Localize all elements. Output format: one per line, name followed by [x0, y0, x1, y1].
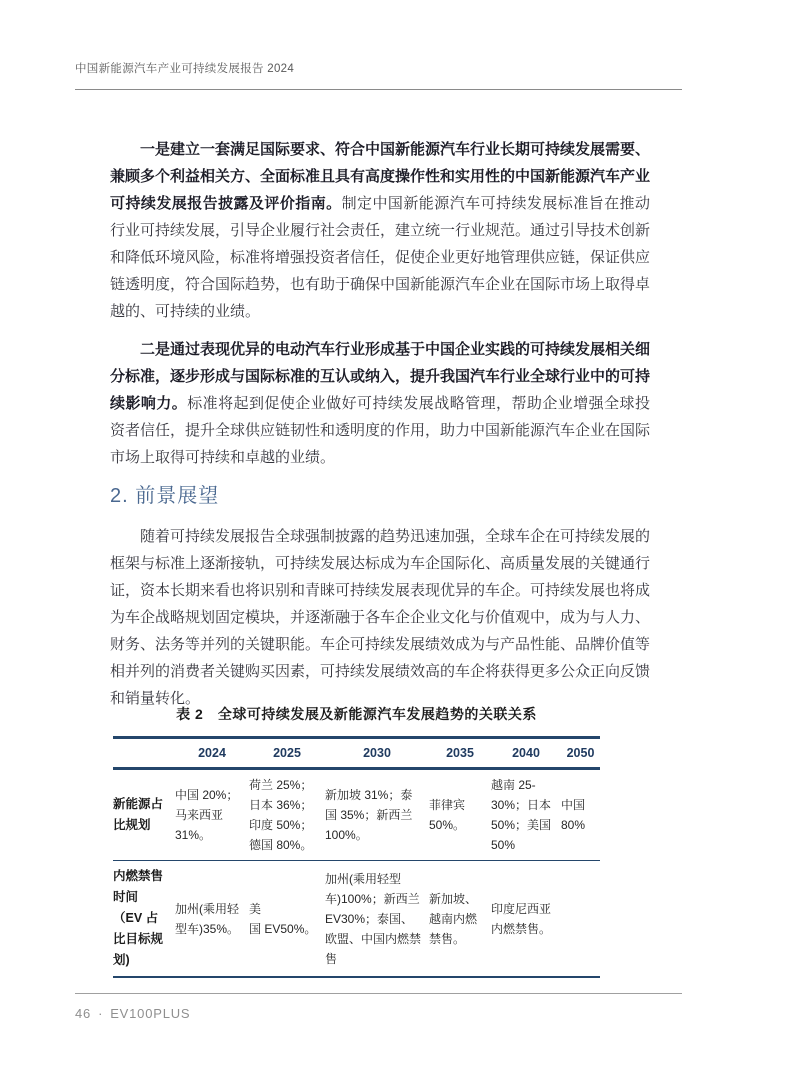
paragraph-two-text: 标准将起到促使企业做好可持续发展战略管理，帮助企业增强全球投资者信任，提升全球供应链韧性和透明度的作用，助力中国新能源汽车企业在国际市场上取得可持续和卓越的业绩。: [110, 395, 651, 466]
table-cell: 菲律宾 50%。: [429, 769, 491, 861]
trend-table-section: [113, 706, 600, 978]
paragraph-one: [110, 136, 650, 325]
table-cell: 越南 25-30%；日本 50%；美国 50%: [491, 769, 561, 861]
col-header-2024: 2024: [175, 738, 249, 769]
table-cell: 美国 EV50%。: [249, 901, 317, 936]
col-header-2035: 2035: [429, 738, 491, 769]
table-cell: 加州(乘用轻型车)35%。: [175, 901, 240, 936]
row-label: 新能源占比规划: [113, 769, 175, 861]
table-cell: [561, 861, 600, 978]
paragraph-one-text: 制定中国新能源汽车可持续发展标准旨在推动行业可持续发展，引导企业履行社会责任，建立统一行业规范。通过引导技术创新和降低环境风险，标准将增强投资者信任，促使企业更好地管理供应链，保证供应链透明度，符合国际趋势，也有助于确保中国新能源汽车企业在国际市场上取得卓越的、可持续的业绩。: [110, 195, 651, 320]
table-row-ice-ban: [113, 861, 600, 978]
paragraph-outlook: 随着可持续发展报告全球强制披露的趋势迅速加强，全球车企在可持续发展的框架与标准上逐渐接轨，可持续发展达标成为车企国际化、高质量发展的关键通行证，资本长期来看也将识别和青睐可持续发展表现优异的车企。可持续发展也将成为车企战略规划固定模块，并逐渐融于各车企企业文化与价值观中，成为与人力、财务、法务等并列的关键职能。车企可持续发展绩效成为与产品性能、品牌价值等相并列的消费者关键购买因素，可持续发展绩效高的车企将获得更多公众正向反馈和销量转化。: [110, 528, 651, 707]
table-cell: 新加坡、越南内燃禁售。: [429, 891, 478, 946]
page-number: 46: [75, 1006, 92, 1021]
table-row-nev-share: [113, 769, 600, 861]
footer-rule: [75, 993, 682, 994]
paragraph-one-lead: 一是建立一套满足国际要求、符合中国新能源汽车行业长期可持续发展需要、兼顾多个利益相关方、全面标准且具有高度操作性和实用性的中国新能源汽车产业可持续发展报告披露及评价指南。: [110, 141, 651, 212]
table-header-row: [113, 738, 600, 769]
paragraph-two: [110, 336, 650, 471]
brand-name: EV100PLUS: [110, 1006, 191, 1021]
running-header-title: 中国新能源汽车产业可持续发展报告 2024: [75, 63, 295, 75]
table-cell: 新加坡 31%；泰国 35%；新西兰 100%。: [325, 769, 429, 861]
footer-dot: ·: [98, 1006, 104, 1021]
table-cell: 加州(乘用轻型车)100%；新西兰 EV30%；泰国、欧盟、中国内燃禁售: [325, 871, 422, 966]
table-cell: 中国 20%；马来西亚 31%。: [175, 769, 249, 861]
body-copy: [110, 136, 650, 723]
col-header-blank: [113, 738, 175, 769]
col-header-2025: 2025: [249, 738, 325, 769]
table-cell: 荷兰 25%；日本 36%；印度 50%；德国 80%。: [249, 769, 325, 861]
section-heading-outlook: 2. 前景展望: [110, 485, 220, 507]
row-label: 内燃禁售时间（EV 占比目标规划): [113, 869, 164, 967]
trend-table: [113, 736, 600, 978]
table-cell: 印度尼西亚内燃禁售。: [491, 901, 552, 936]
table-caption: 表 2 全球可持续发展及新能源汽车发展趋势的关联关系: [176, 706, 537, 722]
header-rule: [75, 89, 682, 90]
page-footer: [75, 1006, 190, 1021]
col-header-2040: 2040: [491, 738, 561, 769]
col-header-2050: 2050: [561, 738, 600, 769]
paragraph-two-lead: 二是通过表现优异的电动汽车行业形成基于中国企业实践的可持续发展相关细分标准，逐步形成与国际标准的互认或纳入，提升我国汽车行业全球行业中的可持续影响力。: [110, 341, 651, 412]
table-cell: 中国 80%: [561, 769, 600, 861]
col-header-2030: 2030: [325, 738, 429, 769]
